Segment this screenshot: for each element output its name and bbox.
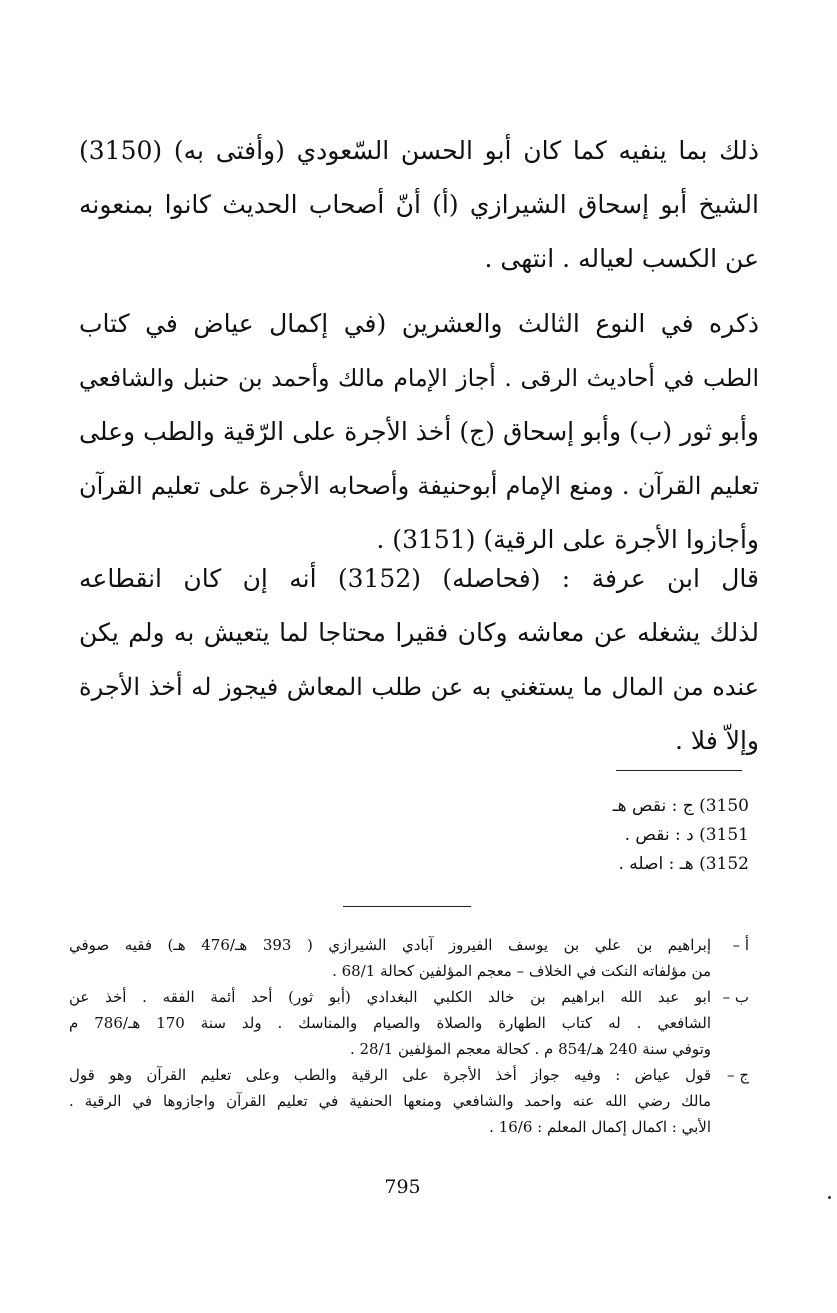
text-line: تعليم القرآن . ومنع الإمام أبوحنيفة وأصحابه الأجرة على تعليم القرآن [79,472,760,500]
text-line: عن الكسب لعياله . انتهى . [484,244,759,273]
text-line: ذكره في النوع الثالث والعشرين (في إكمال عياض في كتاب [79,309,759,338]
paragraph-2 [79,297,759,567]
footnotes-separator [343,906,471,907]
text-line: ذلك بما ينفيه كما كان أبو الحسن السّعودي (وأفتى به) (3150) [79,136,759,165]
footnote-marker: أ – [732,936,749,954]
variant-note: 3151) د : نقص . [624,825,749,845]
text-line: الشيخ أبو إسحاق الشيرازي (أ) أنّ أصحاب الحديث كانوا بمنعونه [79,190,759,219]
page-number: 795 [384,1176,421,1198]
footnote-c [69,1062,749,1140]
footnote-a [69,932,749,984]
footnote-line: إبراهيم بن علي بن يوسف الفيروز آبادي الشيرازي ( 393 هـ/476 هـ) فقيه صوفي [69,936,711,954]
variant-notes [549,792,749,879]
paragraph-1 [79,124,759,286]
footnote-marker: ب – [722,988,749,1006]
footnote-line: مالك رضي الله عنه واحمد والشافعي ومنعها الحنفية في تعليم القرآن واجازوها في الرقية . [69,1092,711,1110]
scan-speck [828,1196,831,1199]
variant-note: 3152) هـ : اصله . [618,854,749,874]
text-line: الطب في أحاديث الرقى . أجاز الإمام مالك وأحمد بن حنبل والشافعي [79,364,759,392]
footnote-line: الأبي : اكمال إكمال المعلم : 16/6 . [489,1118,711,1136]
footnote-line: الشافعي . له كتاب الطهارة والصلاة والصيام والمناسك . ولد سنة 170 هـ/786 م [69,1014,711,1032]
text-line: عنده من المال ما يستغني به عن طلب المعاش فيجوز له أخذ الأجرة [79,673,759,701]
text-line: وأبو ثور (ب) وأبو إسحاق (ج) أخذ الأجرة على الرّقية والطب وعلى [79,417,759,446]
footnotes [69,932,749,1140]
footnote-line: ابو عبد الله ابراهيم بن خالد الكلبي البغدادي (أبو ثور) أحد أئمة الفقه . أخذ عن [69,988,711,1006]
footnote-line: وتوفي سنة 240 هـ/854 م . كحالة معجم المؤلفين 28/1 . [349,1040,711,1058]
text-line: قال ابن عرفة : (فحاصله) (3152) أنه إن كان انقطاعه [79,564,759,593]
footnote-marker: ج – [727,1066,749,1084]
variant-note: 3150) ج : نقص هـ [612,796,749,816]
footnote-line: من مؤلفاته النكت في الخلاف – معجم المؤلفين كحالة 68/1 . [332,962,711,980]
variant-notes-separator [616,770,742,771]
paragraph-3 [79,552,759,768]
text-line: وأجازوا الأجرة على الرقية) (3151) . [376,525,759,554]
footnote-line: قول عياض : وفيه جواز أخذ الأجرة على الرقية والطب وعلى تعليم القرآن وهو قول [69,1066,711,1084]
text-line: لذلك يشغله عن معاشه وكان فقيرا محتاجا لما يتعيش به ولم يكن [79,618,759,647]
footnote-b [69,984,749,1062]
text-line: وإلاّ فلا . [675,726,759,755]
